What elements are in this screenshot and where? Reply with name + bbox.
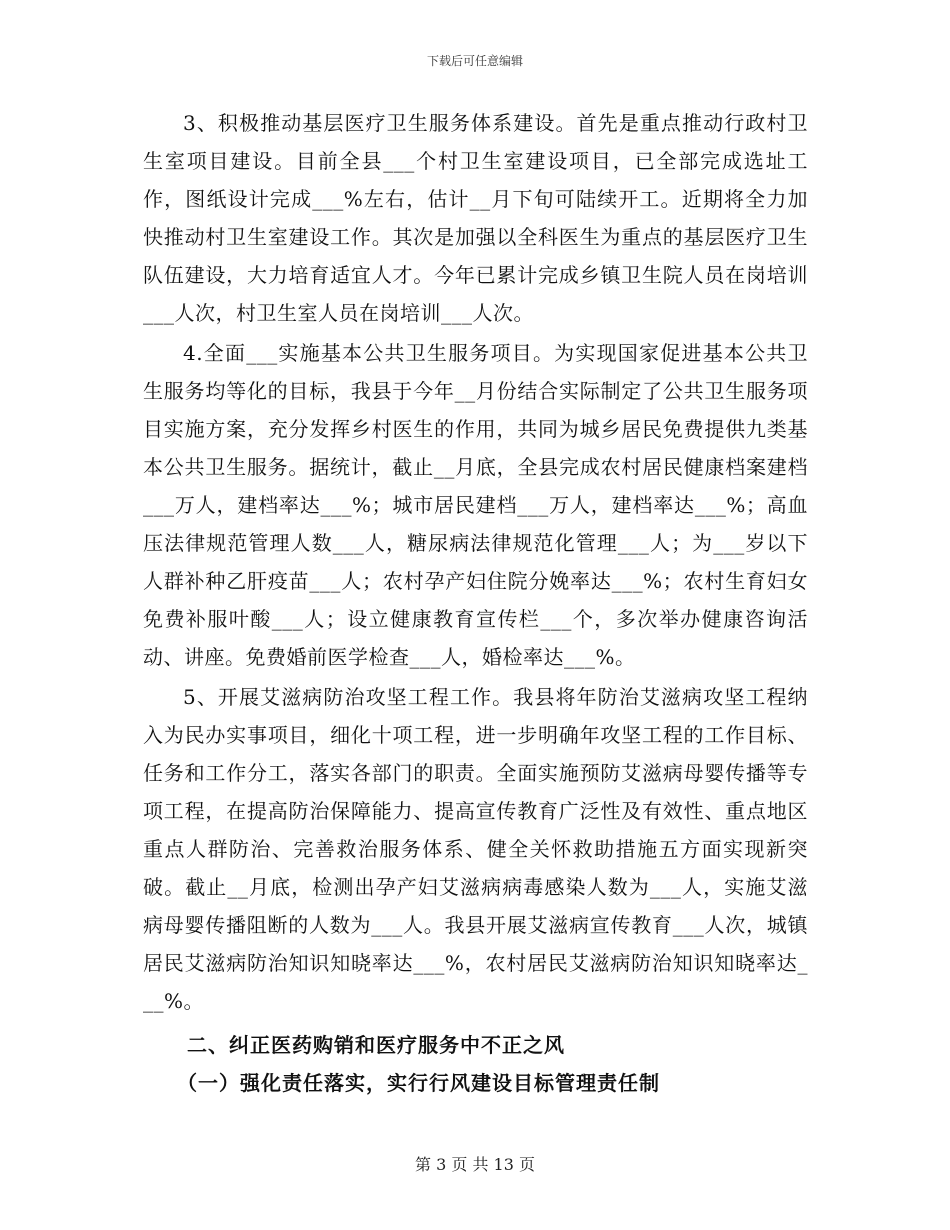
paragraph-aids-prevention: 5、开展艾滋病防治攻坚工程工作。我县将年防治艾滋病攻坚工程纳入为民办实事项目，细化十项工程，进一步明确年攻坚工程的工作目标、任务和工作分工，落实各部门的职责。全面实施预防艾滋病母婴传播等专项工程，在提高防治保障能力、提高宣传教育广泛性及有效性、重点地区重点人群防治、完善救治服务体系、健全关怀救助措施五方面实现新突破。截止__月底，检测出孕产妇艾滋病病毒感染人数为___人，实施艾滋病母婴传播阻断的人数为___人。我县开展艾滋病宣传教育___人次，城镇居民艾滋病防治知识知晓率达___%，农村居民艾滋病防治知识知晓率达___%。 (143, 685, 808, 1013)
section-heading-two: 二、纠正医药购销和医疗服务中不正之风 (187, 1033, 565, 1057)
document-body (143, 104, 808, 1102)
paragraph-primary-care-construction: 3、积极推动基层医疗卫生服务体系建设。首先是重点推动行政村卫生室项目建设。目前全县___个村卫生室建设项目，已全部完成选址工作，图纸设计完成___%左右，估计__月下旬可陆续开工。近期将全力加快推动村卫生室建设工作。其次是加强以全科医生为重点的基层医疗卫生队伍建设，大力培育适宜人才。今年已累计完成乡镇卫生院人员在岗培训___人次，村卫生室人员在岗培训___人次。 (143, 111, 808, 325)
paragraph-public-health-services: 4.全面___实施基本公共卫生服务项目。为实现国家促进基本公共卫生服务均等化的目标，我县于今年__月份结合实际制定了公共卫生服务项目实施方案，充分发挥乡村医生的作用，共同为城乡居民免费提供九类基本公共卫生服务。据统计，截止__月底，全县完成农村居民健康档案建档___万人，建档率达___%；城市居民建档___万人，建档率达___%；高血压法律规范管理人数___人，糖尿病法律规范化管理___人；为___岁以下人群补种乙肝疫苗___人；农村孕产妇住院分娩率达___%；农村生育妇女免费补服叶酸___人；设立健康教育宣传栏___个，多次举办健康咨询活动、讲座。免费婚前医学检查___人，婚检率达___%。 (143, 341, 808, 669)
subsection-heading-one: （一）强化责任落实，实行行风建设目标管理责任制 (177, 1071, 660, 1095)
page-footer-number: 第 3 页 共 13 页 (415, 1155, 535, 1174)
page-header-note: 下载后可任意编辑 (426, 54, 523, 68)
